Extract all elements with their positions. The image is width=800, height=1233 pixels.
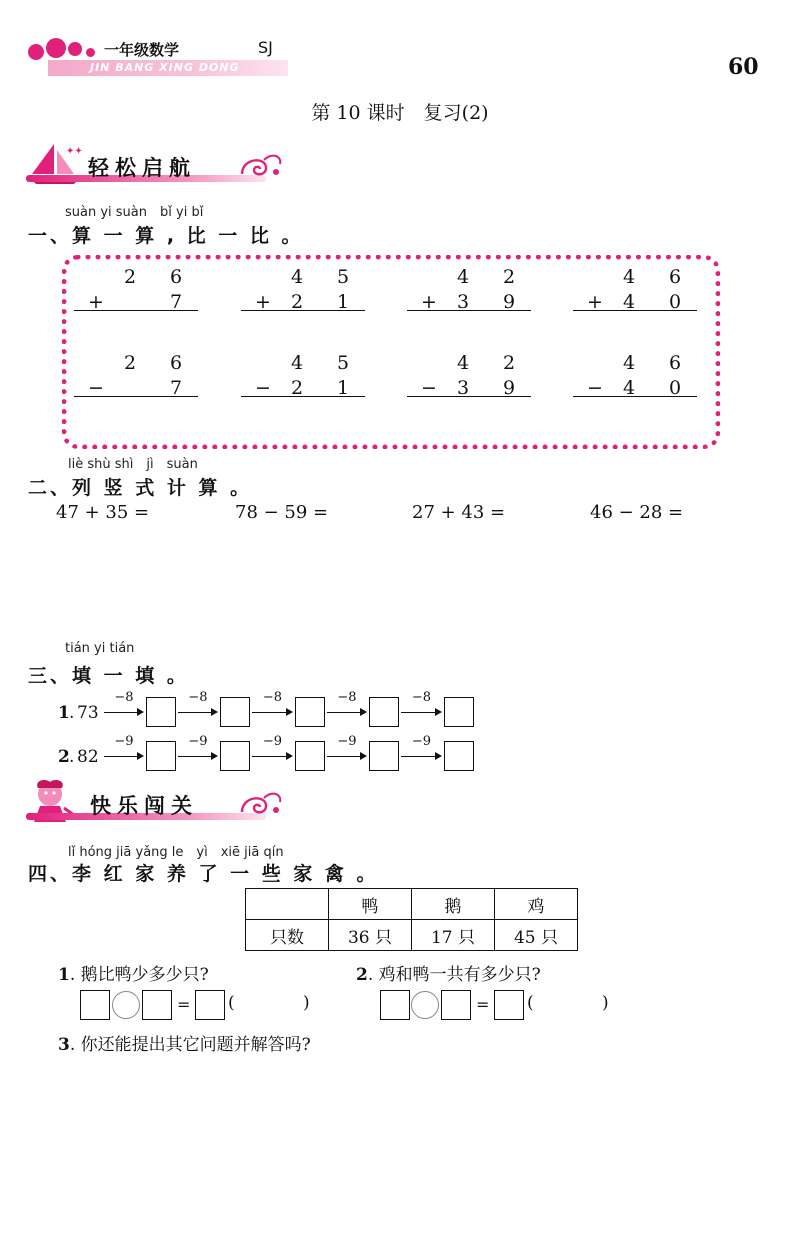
table-header-cell: 鸭 [329,889,412,920]
answer-box[interactable] [295,697,325,727]
chain-start-value: 82 [77,747,99,767]
question-2 [356,960,541,985]
bottom-digit: 9 [502,377,516,399]
vertical-problem [74,352,198,412]
top-digit: 5 [336,266,350,288]
vertical-problem [573,266,697,326]
bottom-digit: 3 [456,377,470,399]
step-label: −8 [337,690,357,705]
top-digit: 2 [502,266,516,288]
operator-sign: − [421,377,437,399]
step-label: −8 [411,690,432,705]
top-digit: 6 [668,352,682,374]
question-3 [58,1030,311,1055]
answer-box[interactable] [494,990,524,1020]
section2-title: 二、列 竖 式 计 算 。 [28,477,253,499]
section1-pinyin: suàn yi suàn bǐ yi bǐ [65,205,204,220]
table-cell: 只数 [246,920,329,951]
answer-line [407,396,531,397]
question-1 [58,960,209,985]
answer-box[interactable] [195,990,225,1020]
question-number: 3 [58,1035,70,1055]
swirl-decoration-icon [236,150,286,184]
table-cell: 17 只 [412,920,495,951]
table-header-cell [246,889,329,920]
book-title: 一年级数学 [104,41,180,59]
arrow-right-icon [104,690,144,718]
bottom-digit: 1 [336,291,350,313]
answer-line [573,396,697,397]
bottom-digit: 4 [622,291,636,313]
step-label: −9 [188,734,208,749]
answer-box[interactable] [146,741,176,771]
answer-box[interactable] [146,697,176,727]
vertical-problem [241,352,365,412]
top-digit: 4 [456,266,470,288]
vertical-problem [241,266,365,326]
top-digit: 4 [622,352,636,374]
top-digit: 4 [290,352,304,374]
section3-pinyin: tián yi tián [65,641,135,656]
bottom-digit: 4 [622,377,636,399]
arrow-right-icon [327,690,367,718]
chain-number-dot: . [69,747,75,767]
top-digit: 6 [169,352,183,374]
band-text: JIN BANG XING DONG [90,61,240,74]
banner-easy-start [26,148,286,182]
section1-title: 一、算 一 算 , 比 一 比 。 [28,225,304,247]
table-row [246,889,578,920]
bottom-digit: 7 [169,377,183,399]
lesson-title: 第 10 课时 复习(2) [311,102,489,124]
dot-decoration [28,44,44,60]
operator-sign: − [255,377,271,399]
bottom-digit: 2 [290,377,304,399]
question-number: 2 [356,965,368,985]
question-text: . 鹅比鸭少多少只? [69,965,209,985]
step-label: −8 [114,690,134,705]
equals-sign: = [476,995,490,1014]
vertical-problem [407,266,531,326]
answer-line [407,310,531,311]
section4-title: 四、李 红 家 养 了 一 些 家 禽 。 [28,863,379,885]
arrow-right-icon [178,734,218,762]
top-digit: 2 [123,266,137,288]
step-label: −8 [188,690,208,705]
operator-sign: + [255,291,271,313]
answer-box[interactable] [220,741,250,771]
equation: 78 − 59 = [235,502,329,523]
answer-box[interactable] [142,990,172,1020]
equation: 46 − 28 = [590,502,684,523]
arrow-right-icon [401,734,442,762]
edition-label: SJ [258,38,273,57]
answer-box[interactable] [380,990,410,1020]
equation: 47 + 35 = [56,502,150,523]
dot-decoration [86,48,95,57]
step-label: −8 [262,690,283,705]
top-digit: 6 [668,266,682,288]
arrow-right-icon [327,734,367,762]
question-number: 1 [58,965,70,985]
step-label: −9 [411,734,432,749]
unit-paren-close: ) [303,993,310,1013]
answer-line [241,310,365,311]
table-header-cell: 鸡 [495,889,578,920]
bottom-digit: 0 [668,291,682,313]
operator-sign: − [88,377,104,399]
question-text: . 鸡和鸭一共有多少只? [367,965,541,985]
table-cell: 36 只 [329,920,412,951]
section2-pinyin: liè shù shì jì suàn [68,457,198,472]
answer-box[interactable] [369,741,399,771]
arrow-right-icon [252,690,293,718]
question-text: . 你还能提出其它问题并解答吗? [69,1035,311,1055]
swirl-decoration-icon [236,788,286,822]
unit-paren-open: ( [228,993,235,1013]
answer-box[interactable] [220,697,250,727]
unit-paren-open: ( [527,993,534,1013]
arrow-right-icon [178,690,218,718]
dot-decoration [46,38,66,58]
section3-title: 三、填 一 填 。 [28,665,189,687]
answer-box[interactable] [295,741,325,771]
poultry-table [245,888,578,951]
banner-label: 快乐闯关 [90,794,198,818]
top-digit: 4 [290,266,304,288]
answer-box[interactable] [441,990,471,1020]
page-number: 60 [728,54,759,80]
bottom-digit: 2 [290,291,304,313]
top-digit: 2 [502,352,516,374]
operator-sign: + [421,291,437,313]
header-band [48,60,288,76]
top-digit: 6 [169,266,183,288]
chain-start-value: 73 [77,703,99,723]
arrow-right-icon [104,734,144,762]
answer-line [74,396,198,397]
answer-line [241,396,365,397]
operator-sign: + [587,291,603,313]
bottom-digit: 7 [169,291,183,313]
arrow-right-icon [401,690,442,718]
operator-circle[interactable] [411,991,439,1019]
chain-number-dot: . [69,703,75,723]
answer-box[interactable] [444,697,474,727]
step-label: −9 [337,734,357,749]
unit-paren-close: ) [602,993,609,1013]
vertical-problem [573,352,697,412]
operator-sign: − [587,377,603,399]
answer-box[interactable] [444,741,474,771]
dot-decoration [68,42,82,56]
vertical-problem [407,352,531,412]
operator-circle[interactable] [112,991,140,1019]
equation: 27 + 43 = [412,502,506,523]
bottom-digit: 3 [456,291,470,313]
svg-text:✦✦: ✦✦ [66,146,83,157]
table-header-cell: 鹅 [412,889,495,920]
answer-box[interactable] [369,697,399,727]
answer-line [573,310,697,311]
banner-label: 轻松启航 [88,156,196,180]
table-cell: 45 只 [495,920,578,951]
banner-happy-challenge [26,786,286,820]
operator-sign: + [88,291,104,313]
answer-box[interactable] [80,990,110,1020]
top-digit: 5 [336,352,350,374]
bottom-digit: 9 [502,291,516,313]
bottom-digit: 1 [336,377,350,399]
vertical-problem [74,266,198,326]
table-row [246,920,578,951]
step-label: −9 [262,734,283,749]
arrow-right-icon [252,734,293,762]
chain-number: 2 [58,747,70,767]
top-digit: 4 [622,266,636,288]
bottom-digit: 0 [668,377,682,399]
answer-line [74,310,198,311]
section4-pinyin: lǐ hóng jiā yǎng le yì xiē jiā qín [68,845,284,860]
top-digit: 2 [123,352,137,374]
top-digit: 4 [456,352,470,374]
equals-sign: = [177,995,191,1014]
chain-number: 1 [58,703,70,723]
step-label: −9 [114,734,134,749]
